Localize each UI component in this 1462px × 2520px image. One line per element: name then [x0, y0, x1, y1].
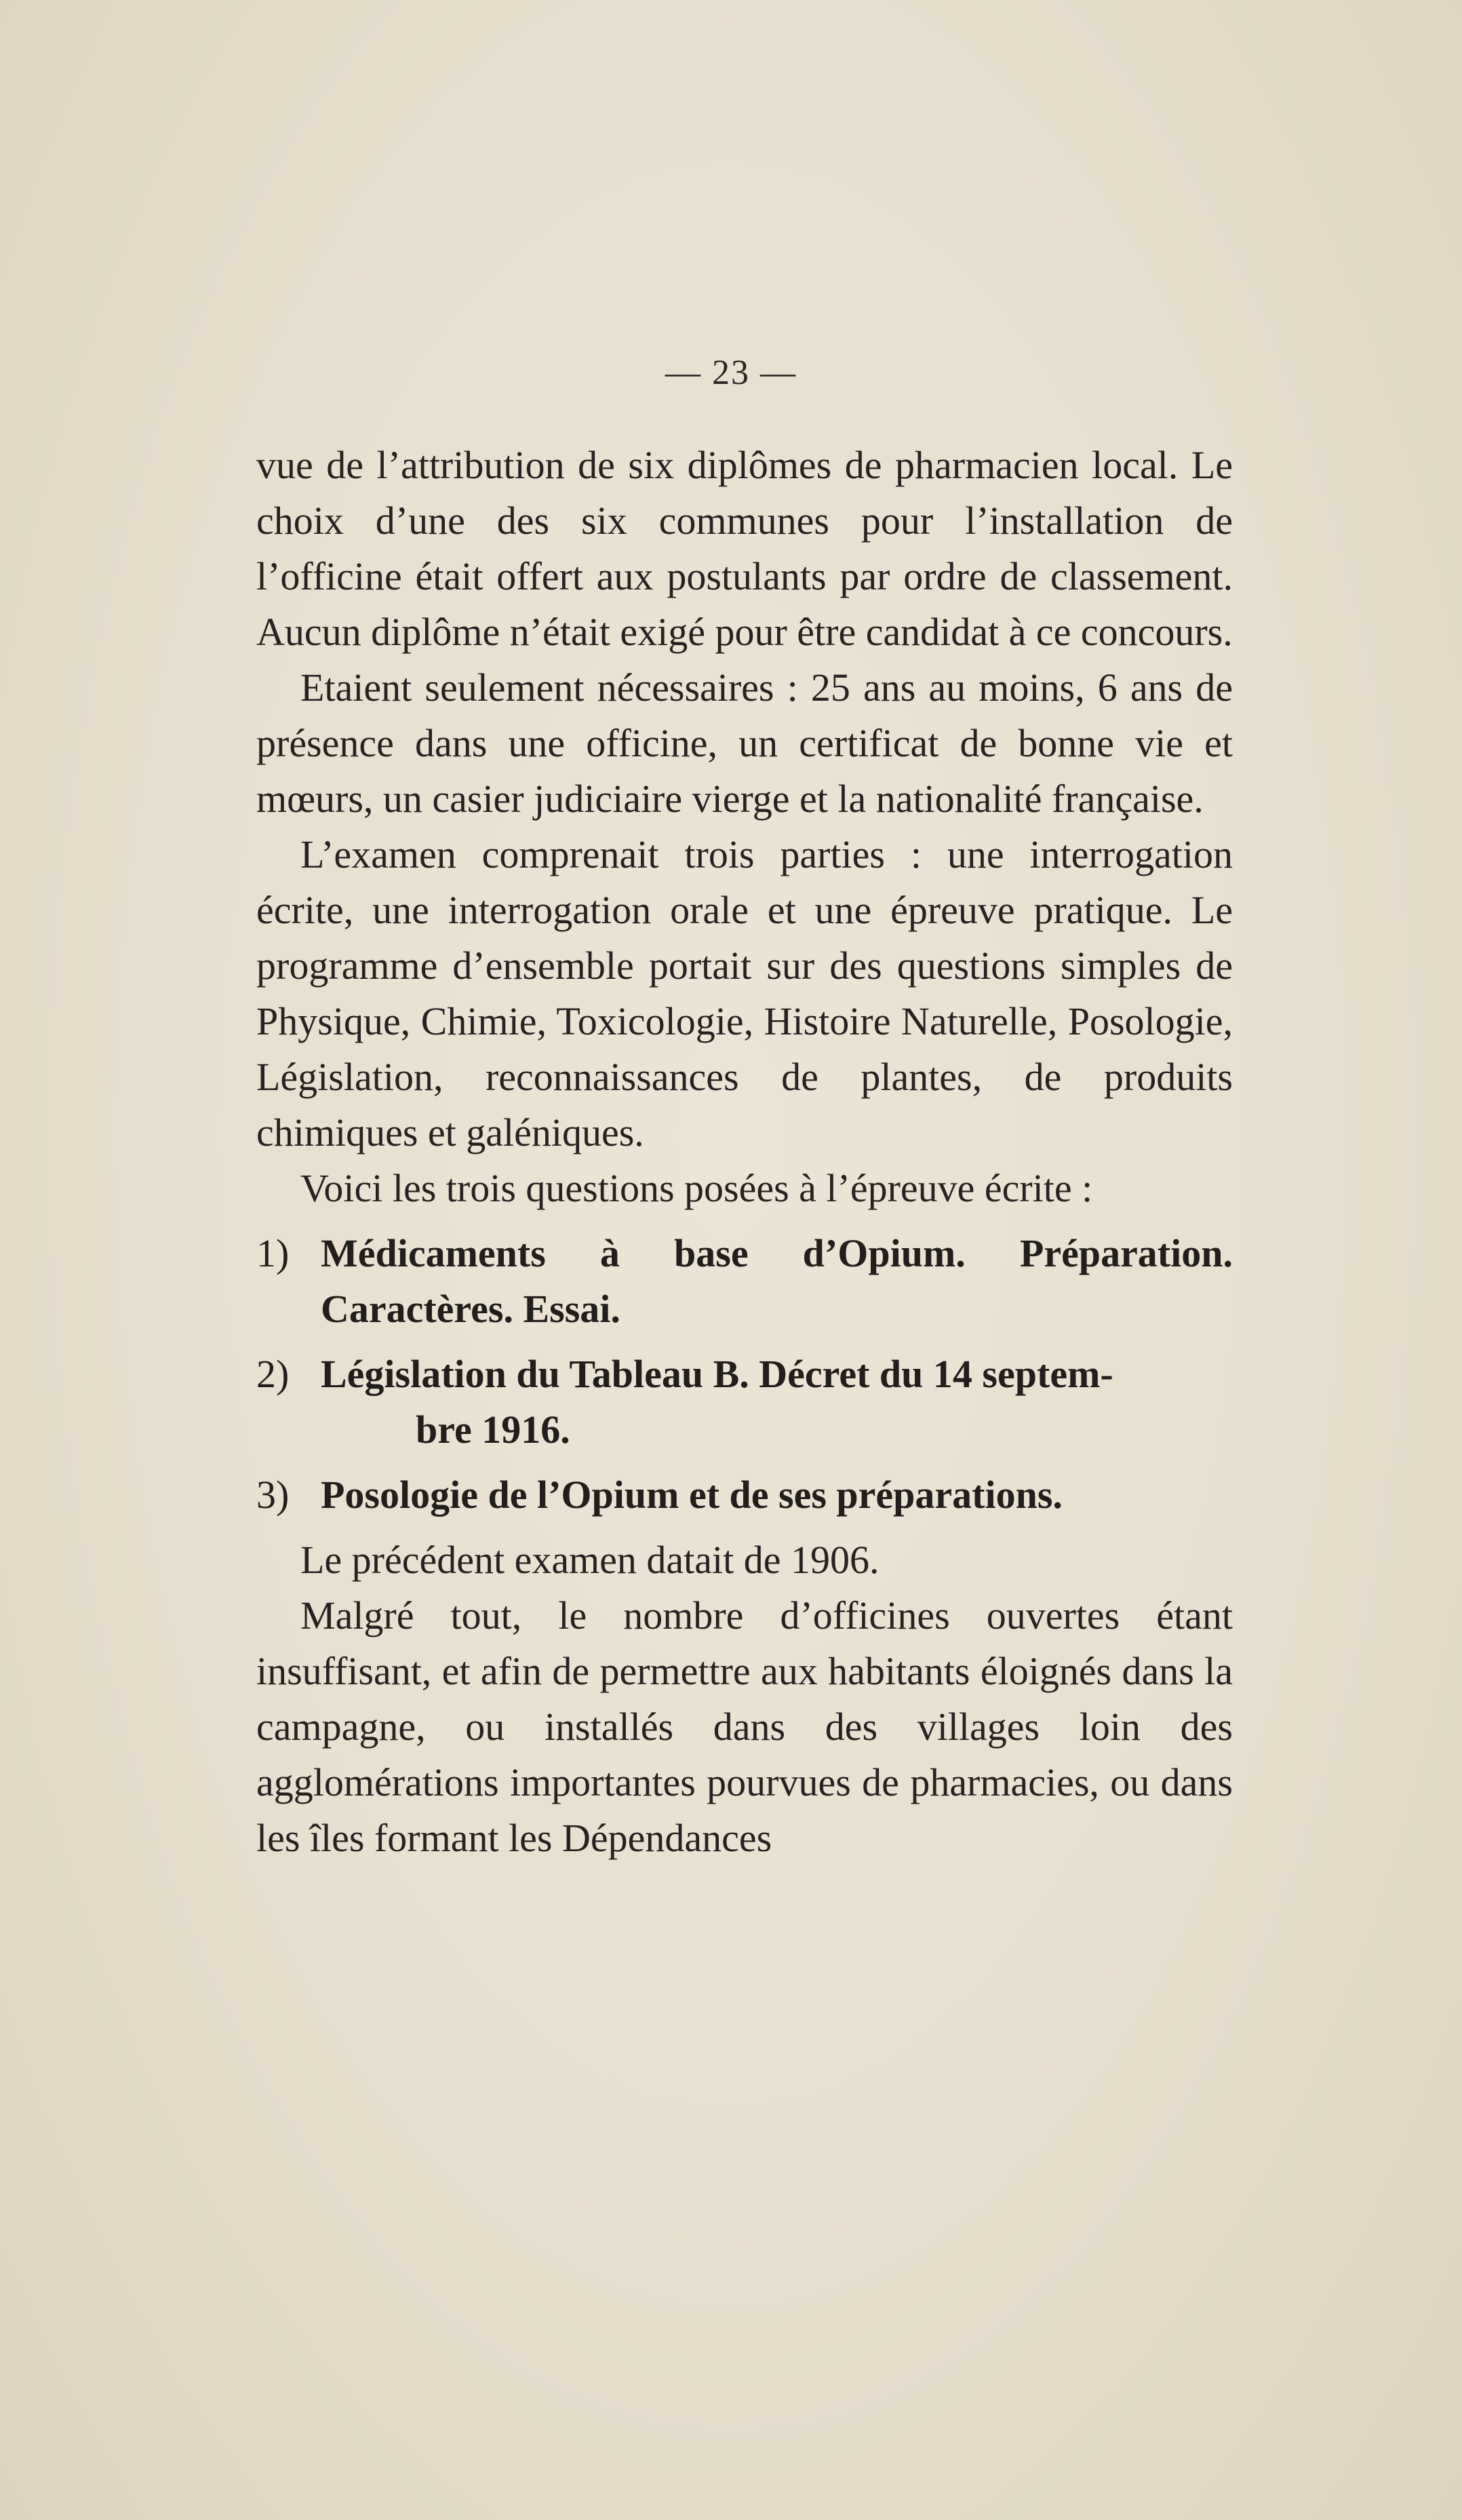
question-text: Posologie de l’Opium et de ses préparations. — [321, 1473, 1063, 1517]
question-item-1 — [256, 1226, 1233, 1337]
question-number: 3) — [256, 1473, 290, 1517]
paragraph-3: L’examen comprenait trois parties : une interrogation écrite, une interrogation orale et une épreuve pratique. Le programme d’ensemble portait sur des questions simples de Physique, Chimie, Toxicologie, Histoire Naturelle, Posologie, Législation, reconnaissances de plantes, de produits chimiques et galéniques. — [256, 832, 1233, 1155]
body-text — [256, 438, 1233, 1866]
question-number: 2) — [256, 1352, 290, 1396]
paragraph-1: vue de l’attribution de six diplômes de pharmacien local. Le choix d’une des six communes pour l’installation de l’officine était offert aux postulants par ordre de classement. Aucun diplôme n’était exigé pour être candidat à ce concours. — [256, 443, 1233, 654]
question-text: Médicaments à base d’Opium. Préparation. Caractères. Essai. — [321, 1231, 1233, 1331]
questions-list — [256, 1226, 1233, 1523]
paragraph-5: Le précédent examen datait de 1906. — [300, 1538, 880, 1582]
question-text-continued: bre 1916. — [416, 1408, 570, 1452]
page-number: — 23 — — [665, 353, 797, 392]
question-item-2 — [256, 1346, 1233, 1458]
paragraph-4: Voici les trois questions posées à l’épreuve écrite : — [300, 1166, 1093, 1210]
question-text: Législation du Tableau B. Décret du 14 septem- — [321, 1352, 1113, 1396]
question-item-3 — [256, 1467, 1233, 1523]
paragraph-6: Malgré tout, le nombre d’officines ouvertes étant insuffisant, et afin de permettre aux habitants éloignés dans la campagne, ou installés dans des villages loin des agglomérations importantes pourvues de pharmacies, ou dans les îles formant les Dépendances — [256, 1593, 1233, 1860]
paragraph-2: Etaient seulement nécessaires : 25 ans au moins, 6 ans de présence dans une officine, un certificat de bonne vie et mœurs, un casier judiciaire vierge et la nationalité française. — [256, 665, 1233, 821]
question-number: 1) — [256, 1231, 290, 1275]
